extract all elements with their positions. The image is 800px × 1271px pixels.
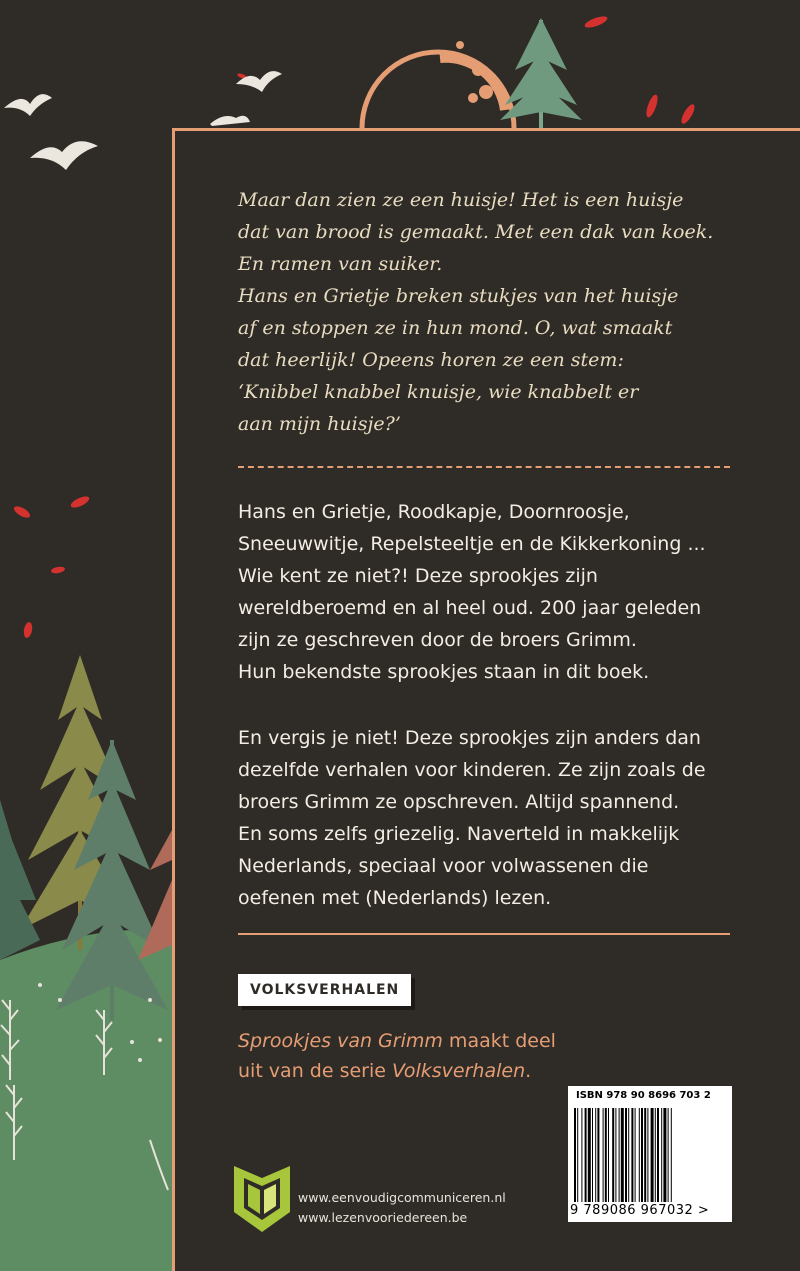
paragraph-line: Sneeuwwitje, Repelsteeltje en de Kikkerkoning ... xyxy=(238,533,706,555)
pine-tree-icon xyxy=(500,18,582,128)
series-note xyxy=(238,1026,578,1086)
series-name: Volksverhalen xyxy=(391,1060,526,1082)
excerpt-line: dat heerlijk! Opeens horen ze een stem: xyxy=(238,349,624,371)
isbn-number: ISBN 978 90 8696 703 2 xyxy=(576,1090,711,1101)
paragraph-line: Wie kent ze niet?! Deze sprookjes zijn xyxy=(238,565,598,587)
paragraph-line: broers Grimm ze opschreven. Altijd spannend. xyxy=(238,791,680,813)
excerpt-line: En ramen van suiker. xyxy=(238,253,443,275)
paragraph-line: Hun bekendste sprookjes staan in dit boek. xyxy=(238,661,650,683)
excerpt-line: af en stoppen ze in hun mond. O, wat smaakt xyxy=(238,317,673,339)
ean-number: 9 789086 967032 > xyxy=(570,1203,710,1218)
story-excerpt xyxy=(238,184,758,440)
series-note-text: uit van de serie xyxy=(238,1060,392,1082)
excerpt-line: ‘Knibbel knabbel knuisje, wie knabbelt er xyxy=(238,381,639,403)
barcode-bars xyxy=(574,1108,726,1204)
series-note-text: maakt deel xyxy=(442,1030,556,1052)
pine-tree-icon xyxy=(0,800,40,960)
leaf-icon xyxy=(12,494,91,638)
website-link-nl[interactable]: www.eenvoudigcommuniceren.nl xyxy=(298,1190,506,1205)
excerpt-line: dat van brood is gemaakt. Met een dak van koek. xyxy=(238,221,714,243)
paragraph-line: En soms zelfs griezelig. Naverteld in makkelijk xyxy=(238,823,680,845)
excerpt-line: Hans en Grietje breken stukjes van het huisje xyxy=(238,285,679,307)
description-paragraph-2 xyxy=(238,722,758,914)
solid-divider xyxy=(238,933,730,935)
dashed-divider xyxy=(238,466,730,468)
paragraph-line: Hans en Grietje, Roodkapje, Doornroosje, xyxy=(238,501,630,523)
paragraph-line: oefenen met (Nederlands) lezen. xyxy=(238,887,552,909)
publisher-urls xyxy=(298,1188,506,1228)
leaf-icon xyxy=(237,14,697,125)
moon-icon xyxy=(362,41,514,128)
barcode xyxy=(568,1086,732,1222)
series-note-text: . xyxy=(525,1060,532,1082)
excerpt-line: aan mijn huisje?’ xyxy=(238,413,401,435)
series-badge: VOLKSVERHALEN xyxy=(238,974,411,1006)
paragraph-line: dezelfde verhalen voor kinderen. Ze zijn zoals de xyxy=(238,759,706,781)
excerpt-line: Maar dan zien ze een huisje! Het is een huisje xyxy=(238,189,684,211)
description-paragraph-1 xyxy=(238,496,758,688)
website-link-be[interactable]: www.lezenvooriedereen.be xyxy=(298,1210,468,1225)
paragraph-line: zijn ze geschreven door de broers Grimm. xyxy=(238,629,637,651)
book-title: Sprookjes van Grimm xyxy=(238,1030,443,1052)
paragraph-line: Nederlands, speciaal voor volwassenen die xyxy=(238,855,649,877)
book-logo-icon xyxy=(232,1164,292,1234)
paragraph-line: wereldberoemd en al heel oud. 200 jaar geleden xyxy=(238,597,702,619)
paragraph-line: En vergis je niet! Deze sprookjes zijn anders dan xyxy=(238,727,701,749)
